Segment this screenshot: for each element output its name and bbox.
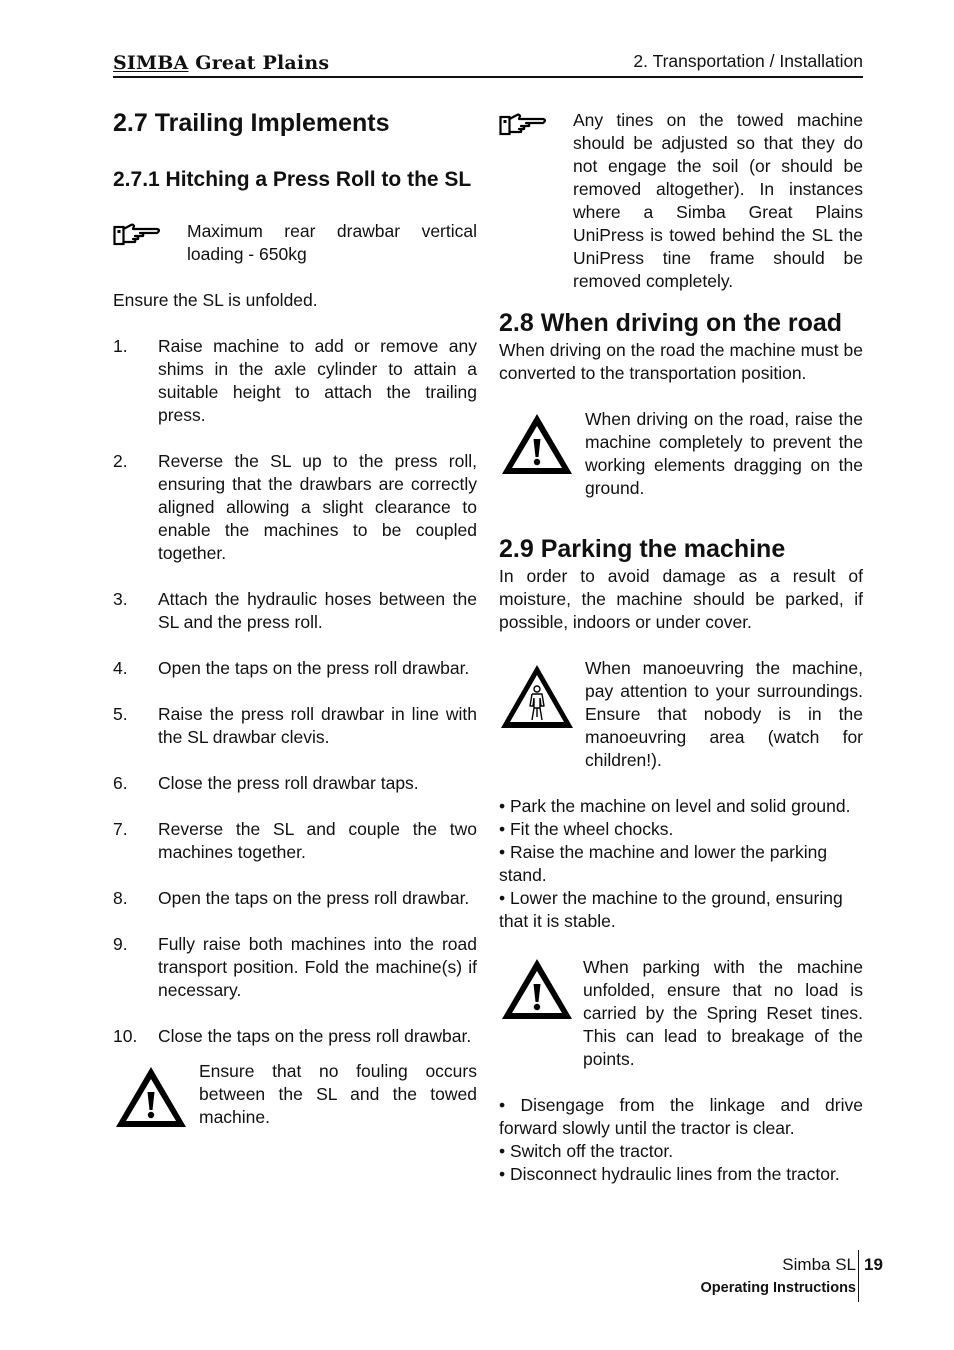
warning-manoeuvre-text: When manoeuvring the machine, pay attention to your surroundings. Ensure that nobody is in the manoeuvring area (watch for children!). [585, 658, 863, 770]
warning-fouling [113, 1060, 477, 1135]
footer-subtitle: Operating Instructions [700, 1280, 856, 1296]
warning-road-text: When driving on the road, raise the machine completely to prevent the working elements dragging on the ground. [585, 409, 863, 498]
list-item: • Disengage from the linkage and drive forward slowly until the tractor is clear. [499, 1095, 863, 1138]
page-number: 19 [864, 1255, 883, 1274]
park-intro-text: In order to avoid damage as a result of moisture, the machine should be parked, if possible, indoors or under cover. [499, 566, 863, 632]
disengage-steps [499, 1094, 863, 1186]
road-intro-text: When driving on the road the machine must be converted to the transportation position. [499, 340, 863, 383]
heading-2-7-1: 2.7.1 Hitching a Press Roll to the SL [113, 168, 472, 191]
pointing-hand-icon [499, 112, 549, 136]
warning-triangle-icon [499, 411, 575, 477]
list-item: • Fit the wheel chocks. [499, 819, 674, 839]
list-item: • Raise the machine and lower the parking stand. [499, 842, 828, 885]
list-item: 2. Reverse the SL up to the press roll, ensuring that the drawbars are correctly aligned allowing a slight clearance to enable the machines to be coupled together. [113, 451, 477, 563]
warning-manoeuvre [499, 657, 863, 772]
list-item: 5. Raise the press roll drawbar in line with the SL drawbar clevis. [113, 704, 477, 747]
list-item: 1. Raise machine to add or remove any shims in the axle cylinder to attain a suitable height to attach the trailing press. [113, 336, 477, 425]
list-item: 7. Reverse the SL and couple the two machines together. [113, 819, 477, 862]
parking-steps [499, 795, 863, 933]
ensure-unfolded-text: Ensure the SL is unfolded. [113, 290, 318, 310]
list-item: 9. Fully raise both machines into the road transport position. Fold the machine(s) if necessary. [113, 934, 477, 1000]
warning-road [499, 408, 863, 500]
section-label: 2. Transportation / Installation [633, 51, 863, 71]
list-item: • Park the machine on level and solid ground. [499, 796, 851, 816]
pointing-hand-icon [113, 222, 163, 246]
heading-2-8: 2.8 When driving on the road [499, 309, 843, 337]
hitching-steps [113, 335, 477, 1048]
brand-simba: SIMBA [113, 52, 189, 74]
list-item: • Switch off the tractor. [499, 1141, 674, 1161]
brand-great-plains: Great Plains [188, 52, 330, 74]
list-item: 8. Open the taps on the press roll drawbar. [113, 888, 470, 908]
warning-triangle-icon [499, 956, 575, 1022]
note-tines-text: Any tines on the towed machine should be adjusted so that they do not engage the soil (or should be removed altogether). In instances where a Simba Great Plains UniPress is towed behind the SL the UniPress tine frame should be removed completely. [573, 110, 863, 291]
brand-logo [113, 52, 329, 74]
heading-2-9: 2.9 Parking the machine [499, 535, 786, 563]
footer-divider [858, 1250, 859, 1302]
note-tines [499, 100, 863, 293]
list-item: • Disconnect hydraulic lines from the tractor. [499, 1164, 840, 1184]
heading-2-7: 2.7 Trailing Implements [113, 109, 390, 137]
person-warning-icon [499, 662, 575, 730]
right-column [499, 100, 863, 1186]
list-item: • Lower the machine to the ground, ensuring that it is stable. [499, 888, 843, 931]
list-item: 6. Close the press roll drawbar taps. [113, 773, 419, 793]
list-item: 3. Attach the hydraulic hoses between the SL and the press roll. [113, 589, 477, 632]
list-item: 4. Open the taps on the press roll drawbar. [113, 658, 470, 678]
warning-triangle-icon [113, 1064, 189, 1130]
warning-fouling-text: Ensure that no fouling occurs between the SL and the towed machine. [199, 1061, 477, 1127]
left-column [113, 100, 477, 1135]
warning-parking-text: When parking with the machine unfolded, ensure that no load is carried by the Spring Reset tines. This can lead to breakage of the points. [583, 957, 863, 1069]
note-drawbar [113, 216, 477, 266]
footer-model: Simba SL [782, 1255, 856, 1274]
note-drawbar-text: Maximum rear drawbar vertical loading - 650kg [187, 221, 477, 264]
warning-parking [499, 956, 863, 1071]
page-header [113, 48, 863, 78]
list-item: 10. Close the taps on the press roll drawbar. [113, 1026, 472, 1046]
